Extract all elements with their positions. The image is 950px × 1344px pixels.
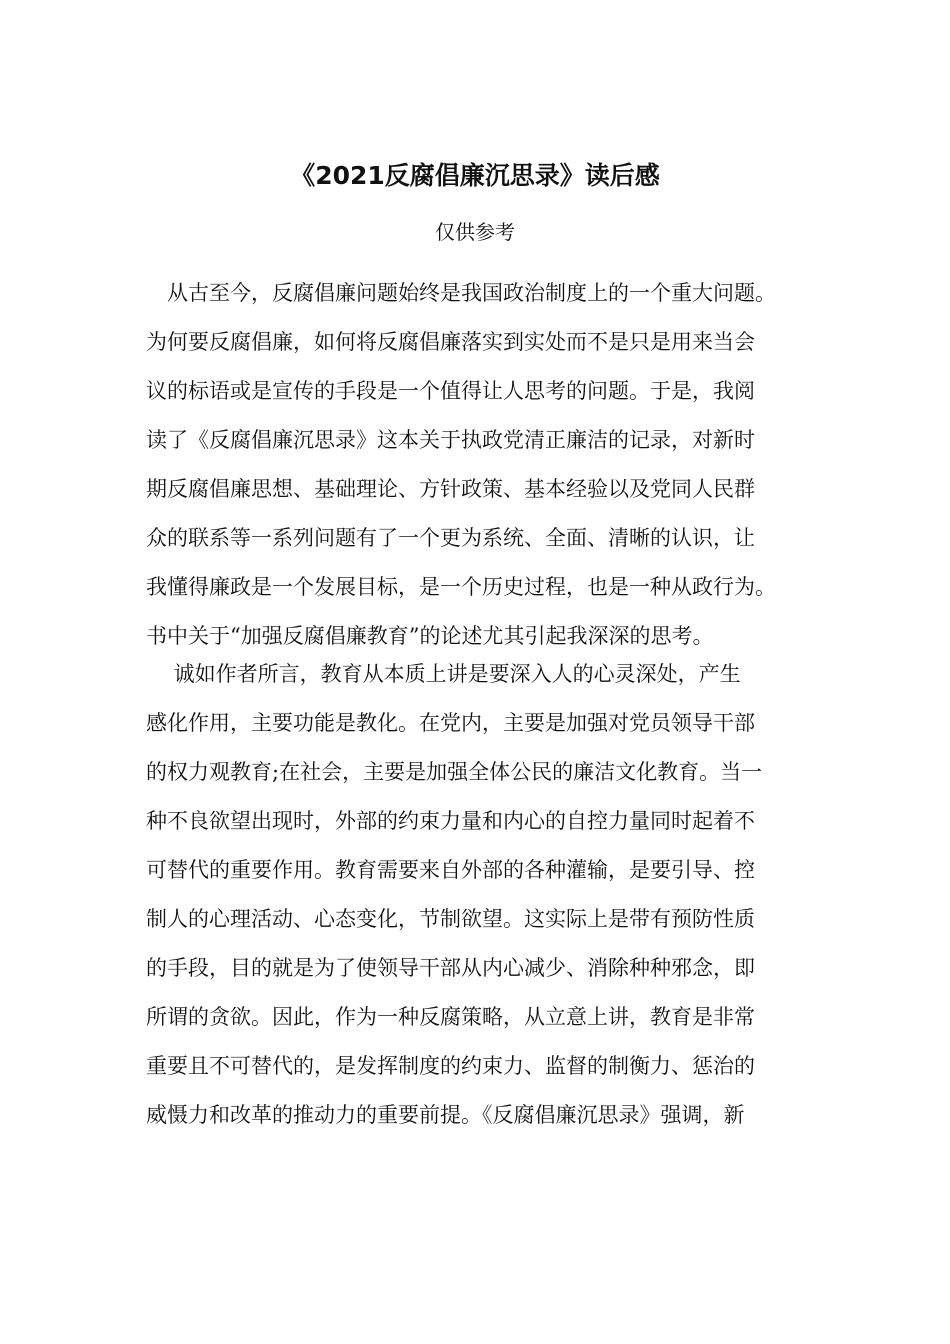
paragraph-line: 我懂得廉政是一个发展目标，是一个历史过程，也是一种从政行为。 xyxy=(146,575,776,599)
paragraph-line: 读了《反腐倡廉沉思录》这本关于执政党清正廉洁的记录，对新时 xyxy=(146,428,755,452)
paragraph-line: 可替代的重要作用。教育需要来自外部的各种灌输，是要引导、控 xyxy=(146,858,755,882)
paragraph-line: 书中关于“加强反腐倡廉教育”的论述尤其引起我深深的思考。 xyxy=(146,624,714,648)
paragraph-line: 制人的心理活动、心态变化，节制欲望。这实际上是带有预防性质 xyxy=(146,907,755,931)
paragraph-line: 众的联系等一系列问题有了一个更为系统、全面、清晰的认识，让 xyxy=(146,526,755,550)
paragraph-line: 从古至今，反腐倡廉问题始终是我国政治制度上的一个重大问题。 xyxy=(146,281,776,305)
document-title: 《2021反腐倡廉沉思录》读后感 xyxy=(290,161,660,190)
paragraph-line: 威慑力和改革的推动力的重要前提。《反腐倡廉沉思录》强调，新 xyxy=(146,1103,745,1127)
paragraph-line: 重要且不可替代的，是发挥制度的约束力、监督的制衡力、惩治的 xyxy=(146,1054,755,1078)
paragraph-line: 为何要反腐倡廉，如何将反腐倡廉落实到实处而不是只是用来当会 xyxy=(146,330,755,354)
paragraph-2 xyxy=(146,650,822,1140)
paragraph-line: 议的标语或是宣传的手段是一个值得让人思考的问题。于是，我阅 xyxy=(146,379,755,403)
paragraph-line: 种不良欲望出现时，外部的约束力量和内心的自控力量同时起着不 xyxy=(146,809,755,833)
paragraph-line: 诚如作者所言，教育从本质上讲是要深入人的心灵深处，产生 xyxy=(146,662,741,686)
paragraph-line: 的权力观教育;在社会，主要是加强全体公民的廉洁文化教育。当一 xyxy=(146,760,763,784)
document-subtitle: 仅供参考 xyxy=(435,220,515,244)
paragraph-1 xyxy=(146,269,822,661)
paragraph-line: 的手段，目的就是为了使领导干部从内心减少、消除种种邪念，即 xyxy=(146,956,755,980)
paragraph-line: 期反腐倡廉思想、基础理论、方针政策、基本经验以及党同人民群 xyxy=(146,477,755,501)
paragraph-line: 感化作用，主要功能是教化。在党内，主要是加强对党员领导干部 xyxy=(146,711,755,735)
paragraph-line: 所谓的贪欲。因此，作为一种反腐策略，从立意上讲，教育是非常 xyxy=(146,1005,755,1029)
